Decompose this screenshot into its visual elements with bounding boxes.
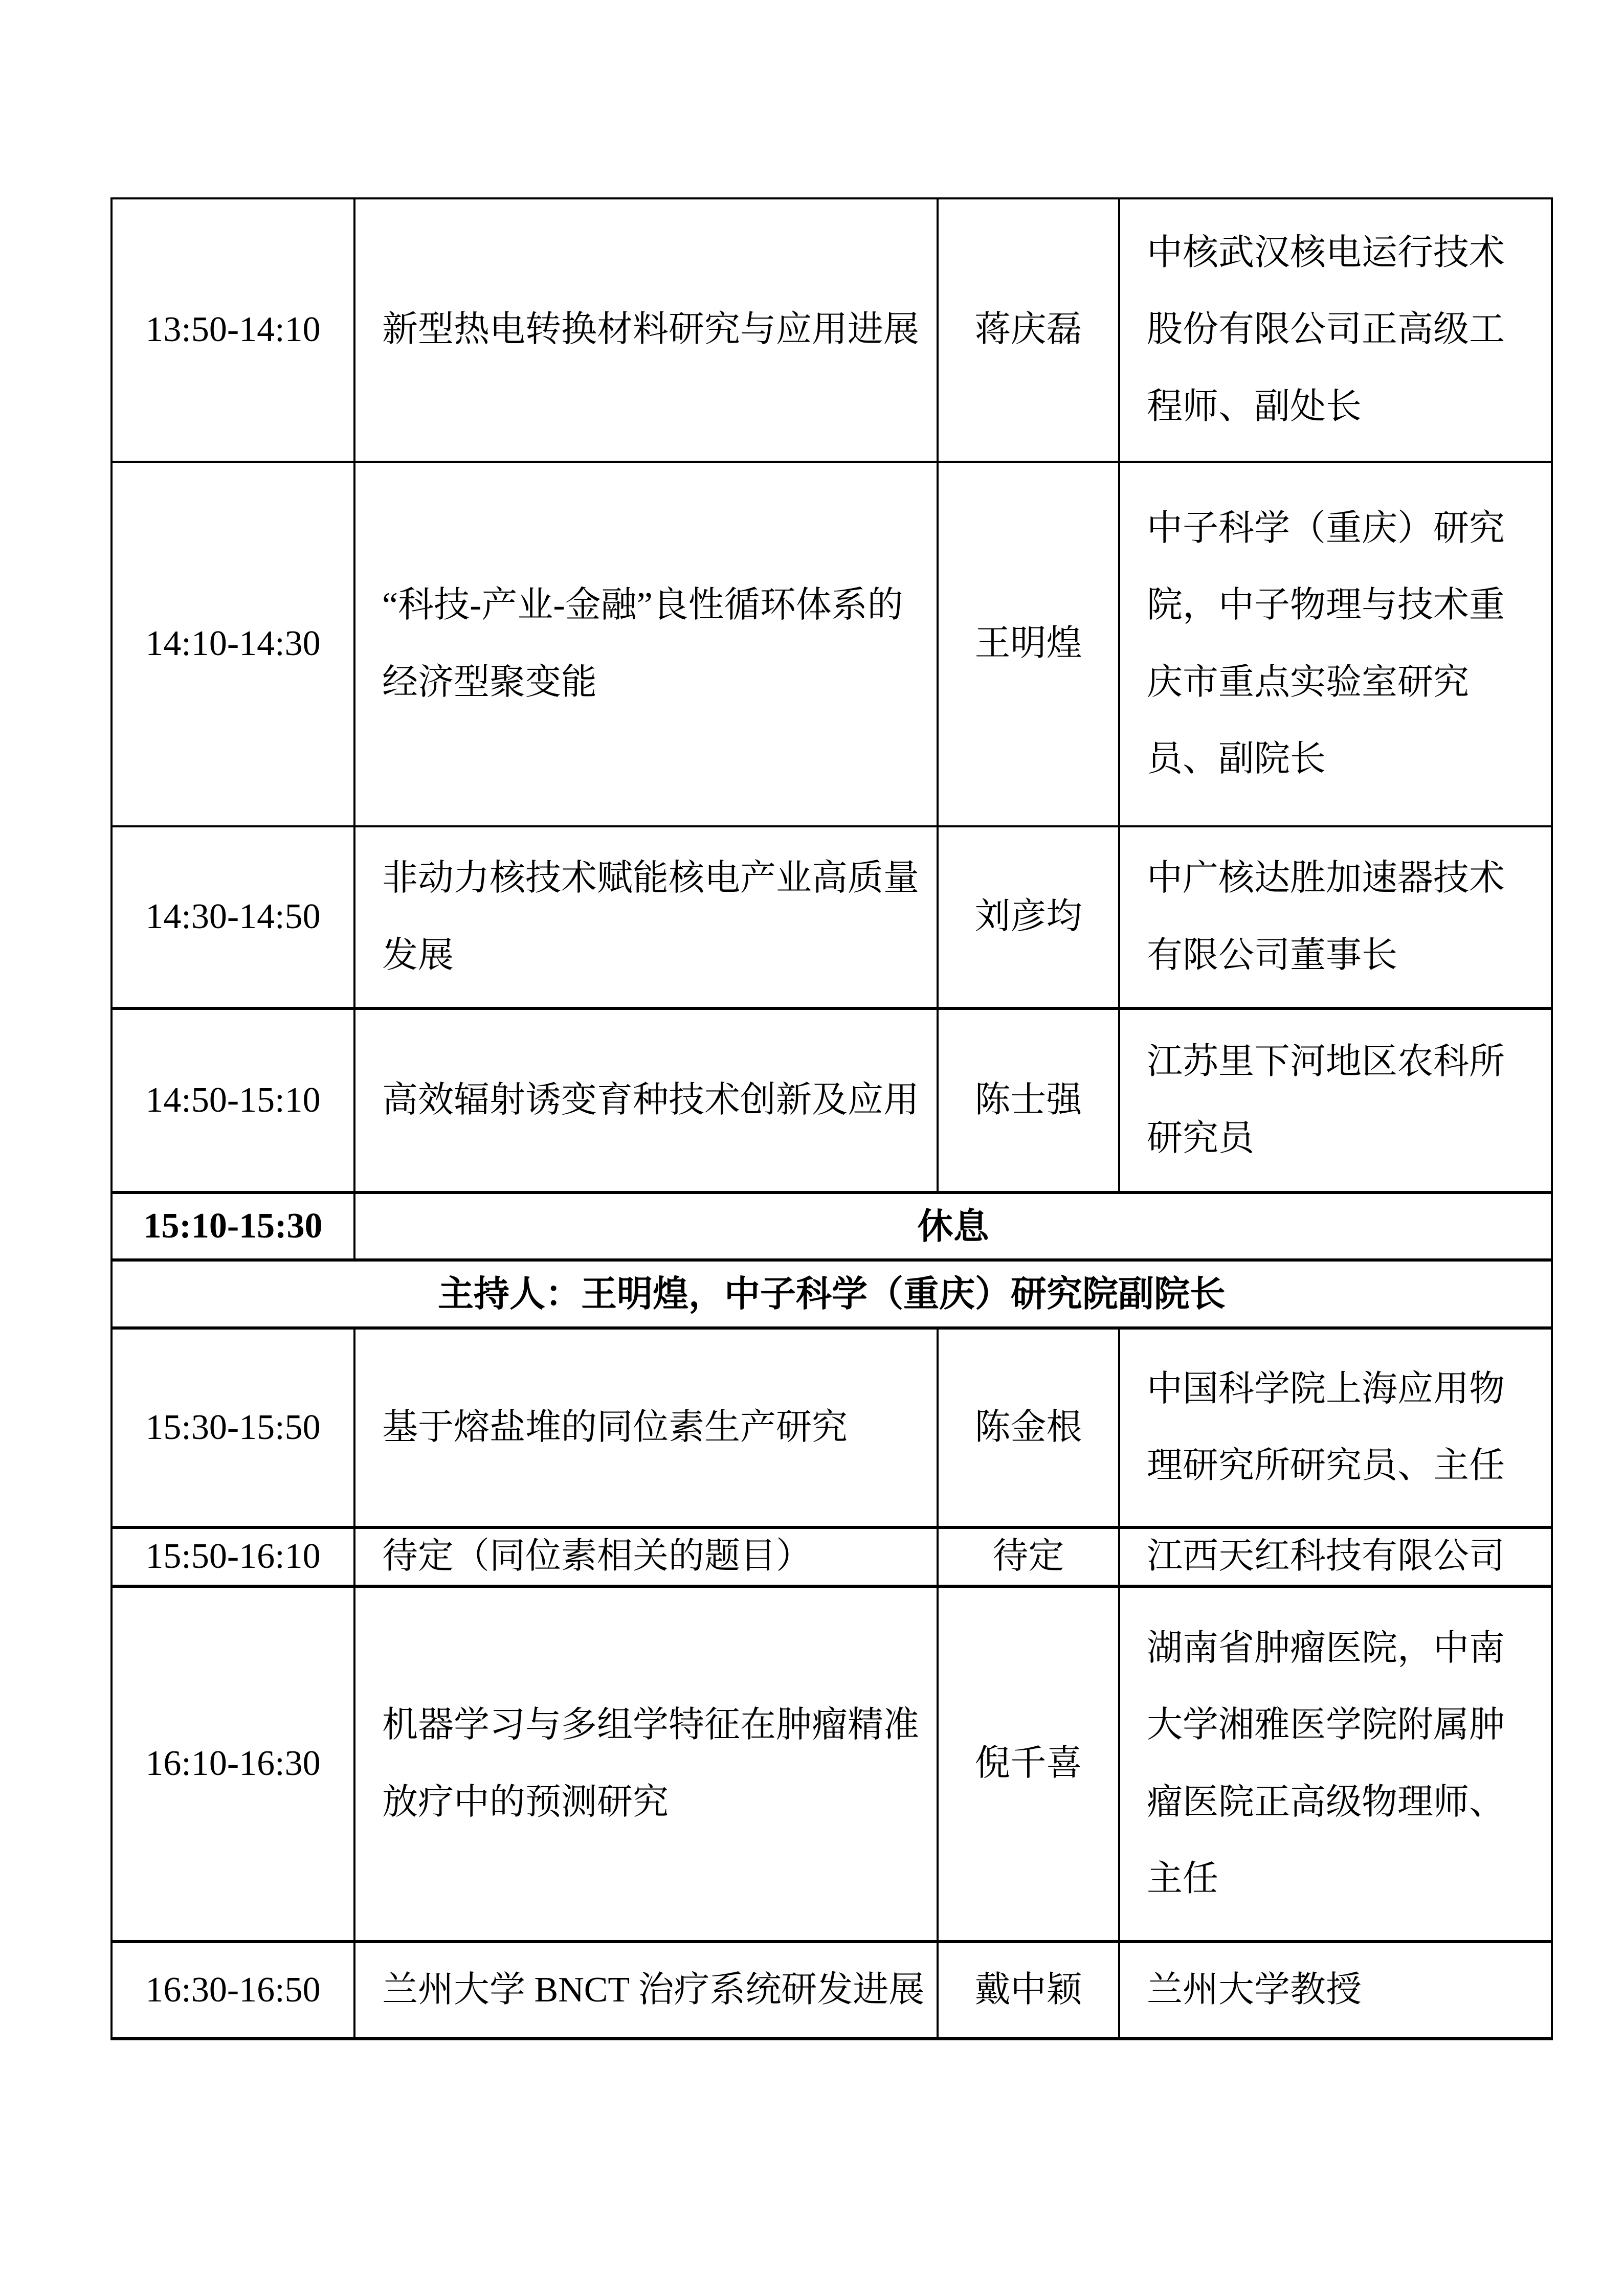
speaker-cell: 陈士强 bbox=[939, 1010, 1120, 1191]
table-row bbox=[113, 463, 1551, 827]
title-cell bbox=[355, 1588, 939, 1940]
break-label: 休息 bbox=[917, 1206, 989, 1246]
affiliation-text: 中子科学（重庆）研究院，中子物理与技术重庆市重点实验室研究员、副院长 bbox=[1147, 508, 1505, 779]
talk-title: 基于熔盐堆的同位素生产研究 bbox=[382, 1407, 848, 1447]
speaker-cell: 蒋庆磊 bbox=[939, 199, 1120, 461]
speaker-cell: 待定 bbox=[939, 1529, 1120, 1585]
title-cell bbox=[355, 463, 939, 825]
table-row bbox=[113, 1330, 1551, 1529]
affiliation-text: 中核武汉核电运行技术股份有限公司正高级工程师、副处长 bbox=[1147, 233, 1505, 426]
schedule-table bbox=[110, 197, 1553, 2040]
title-cell bbox=[355, 1943, 939, 2037]
talk-title: “科技-产业-金融”良性循环体系的经济型聚变能 bbox=[382, 586, 903, 702]
title-cell bbox=[355, 1529, 939, 1585]
time-cell: 15:50-16:10 bbox=[113, 1529, 355, 1585]
title-cell bbox=[355, 199, 939, 461]
talk-title: 高效辐射诱变育种技术创新及应用 bbox=[382, 1080, 919, 1120]
time-cell: 16:10-16:30 bbox=[113, 1588, 355, 1940]
time-cell: 16:30-16:50 bbox=[113, 1943, 355, 2037]
speaker-cell: 陈金根 bbox=[939, 1330, 1120, 1526]
affiliation-text: 兰州大学教授 bbox=[1147, 1970, 1362, 2010]
time-cell: 14:10-14:30 bbox=[113, 463, 355, 825]
table-row bbox=[113, 199, 1551, 463]
title-cell bbox=[355, 1330, 939, 1526]
talk-title: 新型热电转换材料研究与应用进展 bbox=[382, 310, 919, 350]
affiliation-text: 江苏里下河地区农科所研究员 bbox=[1147, 1042, 1505, 1158]
speaker-cell: 王明煌 bbox=[939, 463, 1120, 825]
time-cell: 15:30-15:50 bbox=[113, 1330, 355, 1526]
table-row bbox=[113, 1010, 1551, 1194]
talk-title: 兰州大学 BNCT 治疗系统研发进展 bbox=[382, 1970, 925, 2010]
speaker-cell: 刘彦均 bbox=[939, 827, 1120, 1007]
affiliation-cell bbox=[1120, 1943, 1551, 2037]
talk-title: 机器学习与多组学特征在肿瘤精准放疗中的预测研究 bbox=[382, 1705, 919, 1822]
affiliation-text: 江西天红科技有限公司 bbox=[1147, 1537, 1505, 1577]
title-cell bbox=[355, 1010, 939, 1191]
table-row bbox=[113, 827, 1551, 1010]
affiliation-cell bbox=[1120, 199, 1551, 461]
affiliation-cell bbox=[1120, 827, 1551, 1007]
affiliation-text: 中国科学院上海应用物理研究所研究员、主任 bbox=[1147, 1369, 1505, 1485]
chair-row bbox=[113, 1262, 1551, 1330]
speaker-cell: 戴中颖 bbox=[939, 1943, 1120, 2037]
affiliation-cell bbox=[1120, 1330, 1551, 1526]
affiliation-text: 中广核达胜加速器技术有限公司董事长 bbox=[1147, 859, 1505, 975]
break-row bbox=[113, 1194, 1551, 1262]
time-cell: 15:10-15:30 bbox=[113, 1194, 355, 1258]
title-cell bbox=[355, 827, 939, 1007]
affiliation-text: 湖南省肿瘤医院，中南大学湘雅医学院附属肿瘤医院正高级物理师、主任 bbox=[1147, 1628, 1505, 1899]
affiliation-cell bbox=[1120, 1529, 1551, 1585]
table-row bbox=[113, 1588, 1551, 1943]
time-cell: 14:50-15:10 bbox=[113, 1010, 355, 1191]
table-row bbox=[113, 1943, 1551, 2040]
table-row bbox=[113, 1529, 1551, 1588]
chair-label: 主持人：王明煌，中子科学（重庆）研究院副院长 bbox=[438, 1274, 1226, 1314]
time-cell: 13:50-14:10 bbox=[113, 199, 355, 461]
talk-title: 非动力核技术赋能核电产业高质量发展 bbox=[382, 859, 919, 975]
talk-title: 待定（同位素相关的题目） bbox=[382, 1537, 812, 1577]
affiliation-cell bbox=[1120, 1010, 1551, 1191]
affiliation-cell bbox=[1120, 1588, 1551, 1940]
speaker-cell: 倪千喜 bbox=[939, 1588, 1120, 1940]
time-cell: 14:30-14:50 bbox=[113, 827, 355, 1007]
affiliation-cell bbox=[1120, 463, 1551, 825]
